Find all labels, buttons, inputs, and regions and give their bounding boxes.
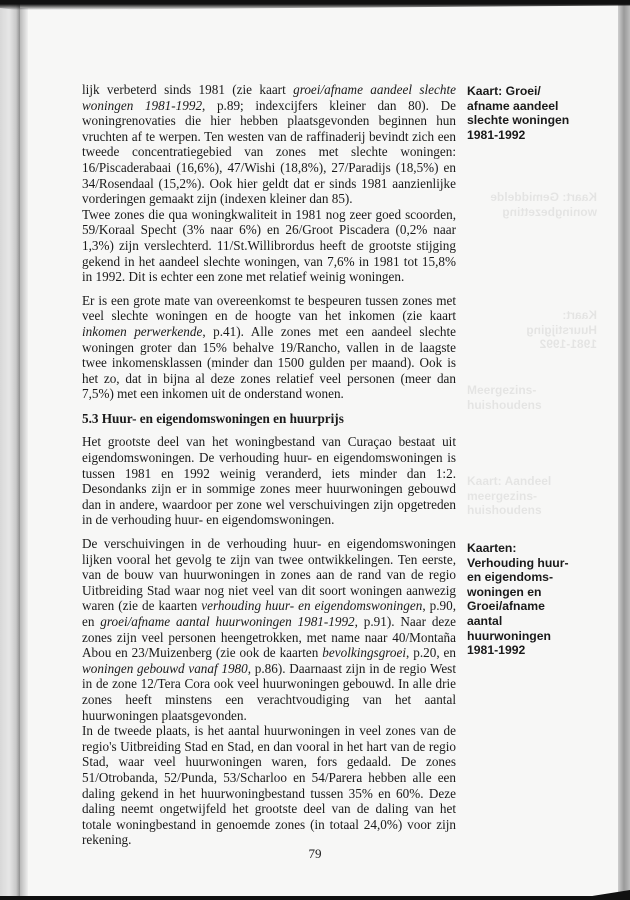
map-reference: woningen gebouwd vanaf 1980: [82, 660, 248, 676]
margin-caption-rental-ratio: [467, 541, 597, 658]
page-spine: [0, 0, 20, 900]
ghost-line: huishoudens: [467, 397, 542, 412]
paragraph: [82, 82, 456, 207]
caption-line: Kaart: Groei/: [467, 84, 541, 98]
text-run: Het grootste deel van het woningbestand van Curaçao bestaat uit eigendomswoningen. De verhouding huur- en eigendomswoningen is tussen 1981 en 1992 weinig veranderd, iets minder dan 1:2. Desondanks zijn er in sommige zones meer huurwoningen gebouwd dan in andere, waardoor per zone wel verschuivingen zijn opgetreden in de verhouding huur- en eigendomswoningen.: [82, 434, 456, 528]
show-through-text: [467, 308, 597, 352]
caption-line: Kaarten:: [467, 541, 517, 555]
text-run: , p.41). Alle zones met een aandeel slechte woningen groter dan 15% behalve 19/Rancho, vallen in de laagste twee inkomensklassen (minder dan 1500 gulden per maand). Ook is het zo, dat in bijna al deze zones relatief veel personen (meer dan 7,5%) met een inkomen uit de onderstand wonen.: [82, 323, 456, 402]
caption-line: en eigendoms-: [467, 570, 554, 585]
caption-line: Verhouding huur-: [467, 555, 569, 570]
text-run: , p.91). Naar deze zones zijn veel personen heengetrokken, met name naar 40/Montaña Abou en 23/Muizenberg (zie ook de kaarten: [82, 614, 456, 661]
text-run: In de tweede plaats, is het aantal huurwoningen in veel zones van de regio's Uitbreiding Stad en Stad, en dan vooral in het hart van de regio Stad, waar veel huurwoningen waren, fors gedaald. De zones 51/Otrobanda, 52/Punda, 53/Scharloo en 54/Parera hebben alle een daling gekend in het huurwoningbestand tussen 35% en 60%. Deze daling neemt ongetwijfeld het grootste deel van de daling van het totale woningbestand in genoemde zones (in totaal 24,0%) voor zijn rekening.: [82, 723, 456, 848]
caption-line: afname aandeel: [467, 98, 559, 113]
ghost-line: meergezins-: [467, 488, 538, 503]
margin-caption-growth-bad-housing: [467, 84, 597, 142]
map-reference: verhouding huur- en eigendomswoningen: [201, 598, 423, 614]
caption-line: 1981-1992: [467, 643, 526, 658]
text-run: , p.86). Daarnaast zijn in de regio West in de zone 12/Tera Cora ook veel huurwoningen gebouwd. In alle drie zones heeft minstens een verachtvoudiging van het aantal huurwoningen plaatsgevonden.: [82, 660, 456, 723]
map-reference: bevolkingsgroei: [322, 645, 407, 661]
caption-line: slechte woningen: [467, 113, 570, 128]
ghost-line: Kaart: Aandeel: [467, 474, 552, 488]
map-reference: groei/afname aantal huurwoningen 1981-1992: [100, 614, 355, 629]
paragraph: [82, 293, 456, 402]
paragraph: [82, 434, 456, 528]
page-number: 79: [308, 846, 322, 861]
paragraph: [82, 536, 456, 723]
text-run: De verschuivingen in de verhouding huur- en eigendomswoningen lijken vooral het gevolg te zijn van twee ontwikkelingen. Ten eerste, van de bouw van huurwoningen in zones aan de rand van de regio Uitbreiding Stad waar nog niet veel van dit soort woningen aanwezig waren (zie de kaarten: [82, 536, 456, 614]
paragraph: [82, 207, 456, 285]
page-spine-shadow: [20, 8, 28, 900]
page-edge-right: [618, 0, 630, 900]
scan-top-edge: [0, 0, 630, 10]
show-through-text: [467, 383, 597, 412]
map-reference: inkomen perwerkende: [82, 323, 203, 339]
ghost-line: 1981-1992: [539, 337, 597, 351]
ghost-line: Meergezins-: [467, 383, 537, 397]
ghost-line: Kaart: Gemiddelde: [490, 190, 597, 204]
caption-line: aantal: [467, 613, 503, 628]
show-through-text: [467, 474, 597, 518]
paragraph: [82, 723, 456, 848]
text-run: , p.20, en: [406, 645, 456, 661]
section-heading: 5.3 Huur- en eigendomswoningen en huurprijs: [82, 410, 344, 426]
ghost-line: woningbezetting: [502, 204, 597, 219]
text-run: , p.89; indexcijfers kleiner dan 80). De woningrenovaties die hier hebben plaatsgevonden beginnen hun vruchten af te werpen. Ten westen van de raffinaderij bevindt zich een tweede concentratiegebied van zones met slechte woningen: 16/Piscaderabaai (16,6%), 47/Wishi (18,8%), 27/Paradijs (18,5%) en 34/Rosendaal (15,2%). Ook hier geldt dat er sinds 1981 aanzienlijke vorderingen gemaakt zijn (indexen kleiner dan 85).: [82, 97, 456, 207]
caption-line: huurwoningen: [467, 628, 551, 643]
map-reference: groei/afname aandeel slechte woningen 1981-1992: [82, 82, 456, 113]
show-through-text: [467, 190, 597, 219]
caption-line: Groei/afname: [467, 599, 545, 614]
ghost-line: Huurstijging: [526, 322, 597, 337]
text-run: Er is een grote mate van overeenkomst te bespeuren tussen zones met veel slechte woningen en de hoogte van het inkomen (zie kaart: [82, 292, 456, 324]
caption-line: woningen en: [467, 584, 542, 599]
text-run: , p.90, en: [82, 598, 457, 629]
ghost-line: Kaart:: [562, 308, 597, 322]
ghost-line: huishoudens: [467, 503, 542, 517]
caption-line: 1981-1992: [467, 127, 526, 142]
text-run: lijk verbeterd sinds 1981 (zie kaart: [82, 82, 294, 97]
text-run: Twee zones die qua woningkwaliteit in 1981 nog zeer goed scoorden, 59/Koraal Specht (3% naar 6%) en 26/Groot Piscadera (0,2% naar 1,3%) zijn verslechterd. 11/St.Willibrordus heeft de grootste stijging gekend in het aandeel slechte woningen, van 7,6% in 1981 tot 15,8% in 1992. Dit is echter een zone met relatief weinig woningen.: [82, 206, 456, 285]
scan-bottom-edge: [0, 890, 630, 900]
main-text-column: [82, 82, 456, 848]
